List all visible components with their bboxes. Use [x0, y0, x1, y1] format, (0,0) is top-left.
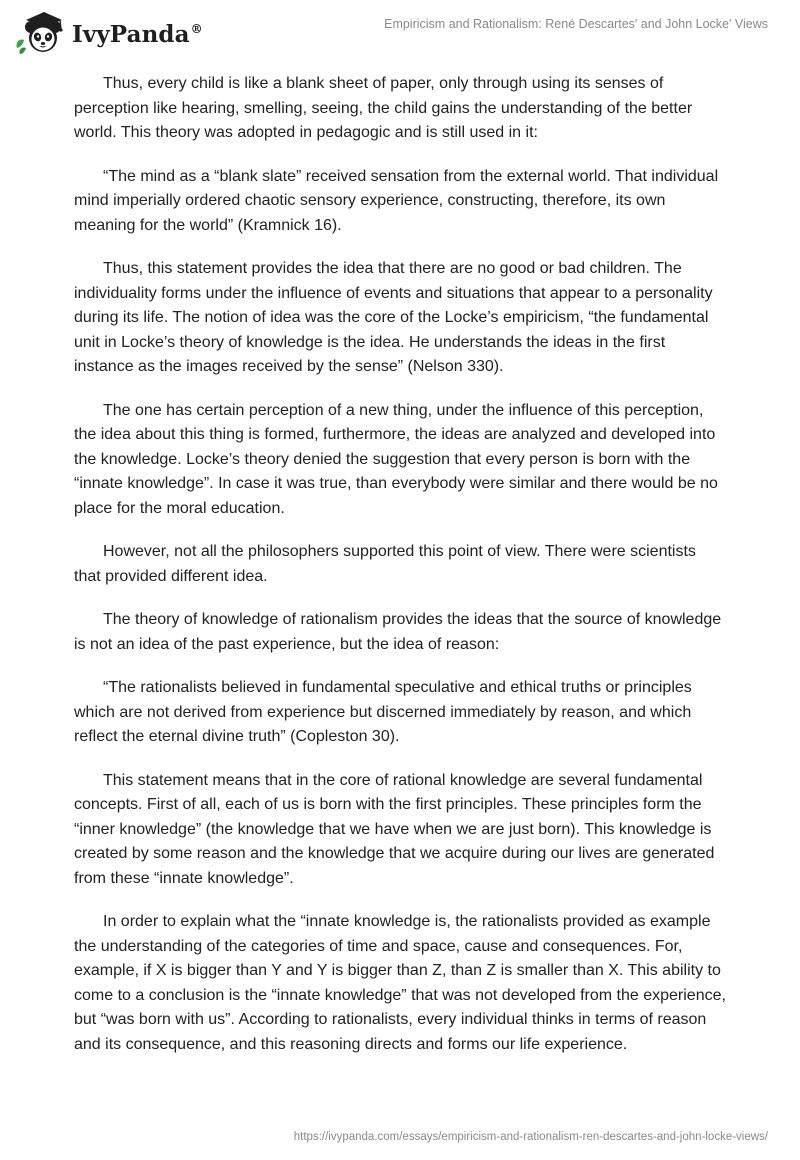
panda-graduation-cap-icon	[14, 8, 68, 56]
page-header	[0, 0, 800, 60]
brand-name: IvyPanda®	[72, 20, 203, 48]
quote-paragraph: “The rationalists believed in fundamental speculative and ethical truths or principles which are not derived from experience but discerned immediately by reason, and which reflect the eternal divine truth” (Copleston 30).	[74, 679, 692, 745]
paragraph: Thus, every child is like a blank sheet of paper, only through using its senses of perception like hearing, smelling, seeing, the child gains the understanding of the better world. This theory was adopted in pedagogic and is still used in it:	[74, 75, 693, 141]
paragraph: In order to explain what the “innate knowledge is, the rationalists provided as example the understanding of the categories of time and space, cause and consequences. For, example, if X is bigger than Y and Y is bigger than Z, than Z is smaller than X. This ability to come to a conclusion is the “innate knowledge” that was not developed from the experience, but “was born with us”. According to rationalists, every individual thinks in terms of reason and its consequence, and this reasoning directs and forms our life experience.	[74, 913, 726, 1053]
paragraph: The one has certain perception of a new thing, under the influence of this perception, the idea about this thing is formed, furthermore, the ideas are analyzed and developed into the knowledge. Locke’s theory denied the suggestion that every person is born with the “innate knowledge”. In case it was true, than everybody were similar and there would be no place for the moral education.	[74, 401, 718, 517]
document-title: Empiricism and Rationalism: René Descartes' and John Locke' Views	[384, 17, 768, 31]
source-url[interactable]: https://ivypanda.com/essays/empiricism-and-rationalism-ren-descartes-and-john-locke-views/	[293, 1131, 768, 1143]
paragraph: Thus, this statement provides the idea that there are no good or bad children. The individuality forms under the influence of events and situations that appear to a personality during its life. The notion of idea was the core of the Locke’s empiricism, “the fundamental unit in Locke’s theory of knowledge is the idea. He understands the ideas in the first instance as the images received by the sense” (Nelson 330).	[74, 260, 713, 375]
essay-body	[74, 72, 726, 1076]
paragraph: This statement means that in the core of rational knowledge are several fundamental concepts. First of all, each of us is born with the first principles. These principles form the “inner knowledge” (the knowledge that we have when we are just born). This knowledge is created by some reason and the knowledge that we acquire during our lives are generated from these “innate knowledge”.	[74, 771, 715, 887]
ivypanda-logo[interactable]	[14, 8, 203, 56]
registered-mark: ®	[190, 21, 203, 36]
paragraph: The theory of knowledge of rationalism provides the ideas that the source of knowledge is not an idea of the past experience, but the idea of reason:	[74, 611, 722, 653]
quote-paragraph: “The mind as a “blank slate” received sensation from the external world. That individual mind imperially ordered chaotic sensory experience, constructing, therefore, its own meaning for the world” (Kramnick 16).	[74, 167, 719, 234]
paragraph: However, not all the philosophers supported this point of view. There were scientists that provided different idea.	[74, 543, 696, 585]
